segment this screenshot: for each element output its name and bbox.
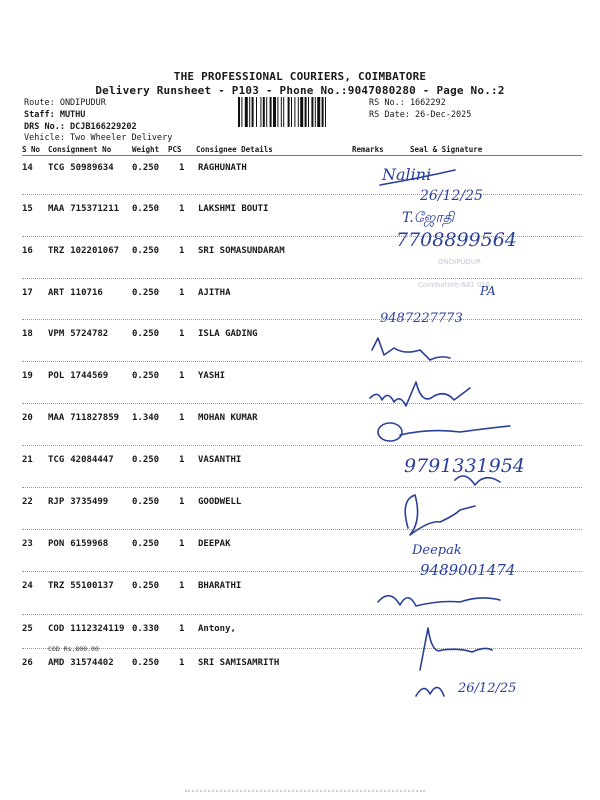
row-consignment-code: AMD [48, 658, 65, 668]
row-consignee-name: VASANTHI [198, 455, 242, 465]
row-consignment-digits: 31574402 [70, 658, 114, 668]
phone-row-21: 9791331954 [404, 455, 525, 477]
row-consignment-number [48, 624, 124, 634]
row-consignment-code: MAA [48, 204, 65, 214]
table-row [22, 581, 362, 595]
barcode-bar [317, 97, 320, 127]
barcode-bar [308, 97, 309, 127]
col-consignee: Consignee Details [196, 145, 273, 154]
row-consignment-digits: 110716 [70, 288, 103, 298]
row-consignment-number [48, 204, 119, 214]
initials-row-17: PA [480, 284, 496, 298]
row-pieces: 1 [179, 371, 185, 381]
barcode-bar [273, 97, 276, 127]
signature-row-22 [405, 495, 475, 535]
row-consignment-digits: 1112324119 [70, 624, 125, 634]
row-consignment-number [48, 539, 108, 549]
row-consignee-name: SRI SAMISAMRITH [198, 658, 280, 668]
table-row [22, 624, 362, 638]
cod-amount-note: COD Rs.800.00 [48, 645, 99, 653]
phone-row-15: 7708899564 [396, 229, 517, 251]
signature-row-26 [416, 687, 444, 696]
table-row [22, 539, 362, 553]
row-consignment-number [48, 455, 114, 465]
signature-stroke [400, 426, 510, 435]
row-consignment-number [48, 413, 119, 423]
row-pieces: 1 [179, 658, 185, 668]
row-pieces: 1 [179, 204, 185, 214]
table-row [22, 163, 362, 177]
row-consignment-code: MAA [48, 413, 65, 423]
barcode-bar [238, 97, 240, 127]
barcode-bar [283, 97, 284, 127]
barcode-bar [325, 97, 326, 127]
col-sno: S No [22, 145, 41, 154]
row-consignee-name: LAKSHMI BOUTI [198, 204, 269, 214]
staff-label: Staff: MUTHU [24, 110, 86, 120]
row-consignment-digits: 711827859 [70, 413, 120, 423]
row-serial-number: 19 [22, 371, 33, 381]
row-consignment-digits: 55100137 [70, 581, 114, 591]
signature-row-15: T.ஜோதி [402, 210, 455, 226]
signature-row-24 [378, 596, 500, 606]
row-consignment-code: ART [48, 288, 65, 298]
row-serial-number: 20 [22, 413, 33, 423]
name-row-23: Deepak [412, 543, 462, 558]
row-serial-number: 18 [22, 329, 33, 339]
barcode-bar [256, 97, 257, 127]
row-consignment-number [48, 497, 108, 507]
row-consignment-number [48, 329, 108, 339]
row-consignment-code: TRZ [48, 581, 65, 591]
barcode-bar [252, 97, 254, 127]
date-row-26: 26/12/25 [458, 681, 517, 696]
barcode-bar [270, 97, 272, 127]
row-weight: 0.250 [132, 658, 160, 668]
row-consignment-code: PON [48, 539, 65, 549]
row-consignment-number [48, 581, 114, 591]
table-row [22, 246, 362, 260]
row-weight: 0.250 [132, 371, 160, 381]
table-row [22, 204, 362, 218]
row-consignee-name: ISLA GADING [198, 329, 258, 339]
vehicle-label: Vehicle: Two Wheeler Delivery [24, 133, 173, 143]
barcode-bar [315, 97, 316, 127]
row-consignment-digits: 42084447 [70, 455, 114, 465]
row-consignee-name: Antony, [198, 624, 236, 634]
signature-row-20 [378, 423, 402, 441]
row-weight: 0.250 [132, 329, 160, 339]
barcode-bar [249, 97, 250, 127]
barcode-bar [281, 97, 282, 127]
barcode-bar [305, 97, 307, 127]
signatures-area [360, 150, 600, 710]
row-pieces: 1 [179, 329, 185, 339]
row-consignment-code: TCG [48, 455, 65, 465]
col-consignment: Consignment No [48, 145, 112, 154]
row-consignment-digits: 6159968 [70, 539, 109, 549]
row-pieces: 1 [179, 497, 185, 507]
row-weight: 1.340 [132, 413, 160, 423]
row-serial-number: 24 [22, 581, 33, 591]
row-pieces: 1 [179, 288, 185, 298]
row-serial-number: 16 [22, 246, 33, 256]
table-row [22, 371, 362, 385]
row-serial-number: 26 [22, 658, 33, 668]
table-row [22, 413, 362, 427]
row-weight: 0.250 [132, 246, 160, 256]
row-consignee-name: DEEPAK [198, 539, 231, 549]
svg-text:ONDIPUDUR: ONDIPUDUR [438, 258, 481, 266]
row-consignment-number [48, 371, 108, 381]
barcode-bar [300, 97, 303, 127]
row-pieces: 1 [179, 163, 185, 173]
col-remarks: Remarks [352, 145, 384, 154]
barcode-bar [288, 97, 290, 127]
signature-row-14: Nalini [382, 165, 432, 184]
row-consignment-digits: 5724782 [70, 329, 109, 339]
row-consignment-number [48, 163, 114, 173]
barcode-bar [294, 97, 295, 127]
row-consignment-digits: 50989634 [70, 163, 114, 173]
row-weight: 0.250 [132, 581, 160, 591]
table-row [22, 455, 362, 469]
row-serial-number: 15 [22, 204, 33, 214]
barcode-bar [277, 97, 278, 127]
row-weight: 0.250 [132, 163, 160, 173]
svg-text:Coimbatore-641 016: Coimbatore-641 016 [418, 281, 491, 289]
row-consignment-code: RJP [48, 497, 65, 507]
row-consignee-name: GOODWELL [198, 497, 242, 507]
row-consignment-number [48, 658, 114, 668]
row-consignment-digits: 102201067 [70, 246, 120, 256]
barcode-bar [263, 97, 265, 127]
scan-artifact [185, 790, 425, 798]
row-consignee-name: AJITHA [198, 288, 231, 298]
row-serial-number: 21 [22, 455, 33, 465]
row-weight: 0.330 [132, 624, 160, 634]
row-serial-number: 22 [22, 497, 33, 507]
row-pieces: 1 [179, 413, 185, 423]
row-weight: 0.250 [132, 455, 160, 465]
col-weight: Weight [132, 145, 160, 154]
rs-number: RS No.: 1662292 [369, 98, 446, 108]
table-row [22, 288, 362, 302]
row-serial-number: 23 [22, 539, 33, 549]
row-consignee-name: YASHI [198, 371, 226, 381]
barcode-bar [245, 97, 248, 127]
row-consignment-digits: 715371211 [70, 204, 120, 214]
row-weight: 0.250 [132, 497, 160, 507]
row-weight: 0.250 [132, 204, 160, 214]
drs-number: DRS No.: DCJB166229202 [24, 122, 137, 132]
row-pieces: 1 [179, 246, 185, 256]
row-consignment-code: COD [48, 624, 65, 634]
table-row [22, 329, 362, 343]
row-consignee-name: MOHAN KUMAR [198, 413, 258, 423]
table-row [22, 658, 362, 672]
col-pcs: PCS [168, 145, 182, 154]
barcode-bar [298, 97, 299, 127]
col-seal-signature: Seal & Signature [410, 145, 483, 154]
phone-row-23: 9489001474 [420, 561, 516, 579]
row-consignment-digits: 3735499 [70, 497, 109, 507]
row-serial-number: 14 [22, 163, 33, 173]
signature-row-25 [420, 628, 492, 670]
barcode-bar [266, 97, 267, 127]
phone-row-17: 9487227773 [380, 311, 463, 326]
row-consignment-code: POL [48, 371, 65, 381]
row-consignee-name: BHARATHI [198, 581, 242, 591]
row-weight: 0.250 [132, 288, 160, 298]
barcode-bar [322, 97, 324, 127]
signature-row-18 [372, 338, 450, 360]
row-consignment-number [48, 246, 119, 256]
row-consignment-number [48, 288, 103, 298]
row-pieces: 1 [179, 624, 185, 634]
row-weight: 0.250 [132, 539, 160, 549]
barcode-image [238, 97, 364, 127]
row-serial-number: 25 [22, 624, 33, 634]
row-pieces: 1 [179, 455, 185, 465]
date-row-14: 26/12/25 [420, 188, 483, 204]
row-pieces: 1 [179, 581, 185, 591]
table-row [22, 497, 362, 511]
row-pieces: 1 [179, 539, 185, 549]
signature-row-19 [370, 382, 470, 406]
company-title: THE PROFESSIONAL COURIERS, COIMBATORE [173, 70, 427, 83]
row-consignment-code: TRZ [48, 246, 65, 256]
route-label: Route: ONDIPUDUR [24, 98, 106, 108]
barcode-bar [260, 97, 261, 127]
row-consignment-code: TCG [48, 163, 65, 173]
rs-date: RS Date: 26-Dec-2025 [369, 110, 472, 120]
barcode-bar [291, 97, 292, 127]
row-consignee-name: RAGHUNATH [198, 163, 247, 173]
barcode-bar [311, 97, 313, 127]
row-consignee-name: SRI SOMASUNDARAM [198, 246, 285, 256]
signature-row-21 [455, 476, 500, 485]
row-serial-number: 17 [22, 288, 33, 298]
row-consignment-code: VPM [48, 329, 65, 339]
runsheet-subtitle: Delivery Runsheet - P103 - Phone No.:9047080280 - Page No.:2 [95, 84, 505, 97]
barcode-bar [241, 97, 242, 127]
row-consignment-digits: 1744569 [70, 371, 109, 381]
